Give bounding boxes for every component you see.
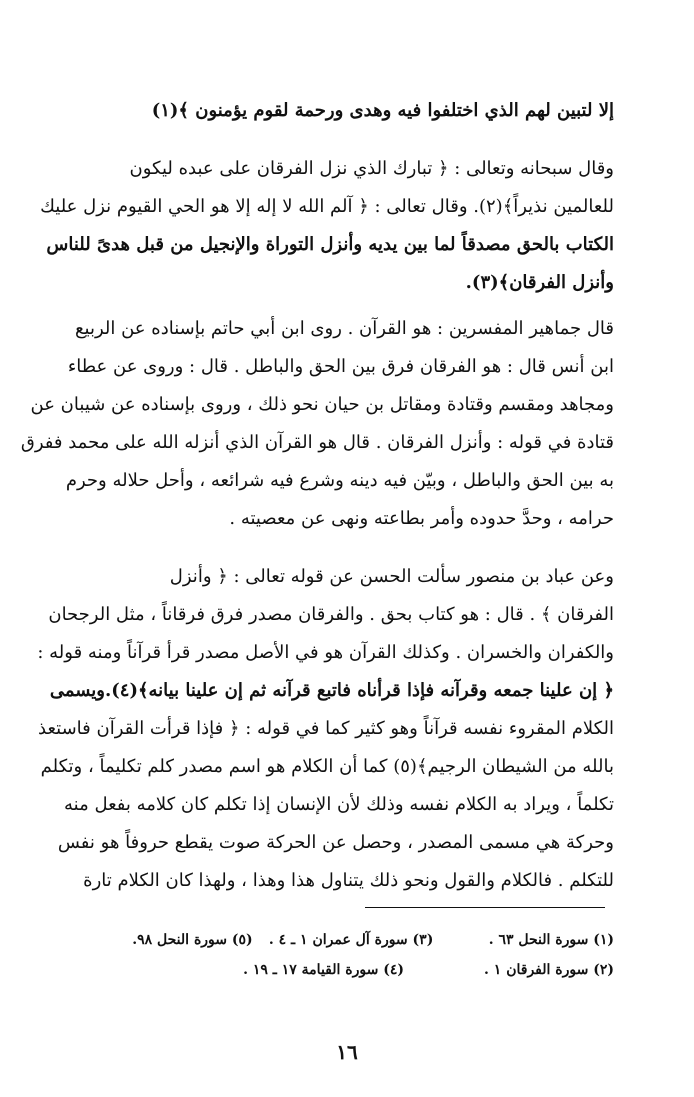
footnote-1: (١) سورة النحل ٦٣ . — [488, 932, 614, 948]
footnote-2: (٢) سورة الفرقان ١ . — [484, 962, 614, 978]
footnote-4: (٤) سورة القيامة ١٧ ـ ١٩ . — [243, 962, 404, 978]
text-line: وقال سبحانه وتعالى : ﴿ تبارك الذي نزل الفرقان على عبده ليكون — [129, 158, 614, 179]
text-line: حرامه ، وحدَّ حدوده وأمر بطاعته ونهى عن معصيته . — [229, 508, 614, 529]
text-line: قال جماهير المفسرين : هو القرآن . روى ابن أبي حاتم بإسناده عن الربيع — [74, 318, 614, 339]
text-line: وحركة هي مسمى المصدر ، وحصل عن الحركة صوت يقطع حروفاً هو نفس — [57, 832, 614, 853]
text-line: قتادة في قوله : وأنزل الفرقان . قال هو القرآن الذي أنزله الله على محمد ففرق — [20, 432, 614, 453]
text-line: وعن عباد بن منصور سألت الحسن عن قوله تعالى : ﴿ وأنزل — [169, 566, 614, 587]
footnote-5: (٥) سورة النحل ٩٨. — [132, 932, 253, 948]
text-line: ﴿ إن علينا جمعه وقرآنه فإذا قرأناه فاتبع قرآنه ثم إن علينا بيانه﴾(٤).ويسمى — [49, 680, 614, 701]
paragraph-mufassirin — [20, 310, 614, 538]
text-line: الكلام المقروء نفسه قرآناً وهو كثير كما في قوله : ﴿ فإذا قرأت القرآن فاستعذ — [38, 718, 614, 739]
text-line: ومجاهد ومقسم وقتادة ومقاتل بن حيان نحو ذلك ، وروى بإسناده عن شيبان عن — [30, 394, 614, 415]
footnote-row — [72, 925, 614, 955]
text-line: والكفران والخسران . وكذلك القرآن هو في الأصل مصدر قرأ قرآناً ومنه قوله : — [37, 642, 614, 663]
footnote-divider — [365, 907, 605, 908]
paragraph-abbad — [37, 558, 614, 900]
text-line: إلا لتبين لهم الذي اختلفوا فيه وهدى ورحمة لقوم يؤمنون ﴾(١) — [151, 100, 614, 121]
footnotes — [72, 925, 614, 985]
paragraph-furqan-verses — [40, 150, 614, 302]
text-line: به بين الحق والباطل ، وبيّن فيه دينه وشرع فيه شرائعه ، وأحل حلاله وحرم — [65, 470, 614, 491]
text-line: الكتاب بالحق مصدقاً لما بين يديه وأنزل التوراة والإنجيل من قبل هدىً للناس — [46, 234, 614, 255]
text-line: للعالمين نذيراً﴾(٢). وقال تعالى : ﴿ آلم الله لا إله إلا هو الحي القيوم نزل عليك — [40, 196, 614, 217]
text-line: الفرقان ﴾ . قال : هو كتاب بحق . والفرقان مصدر فرق فرقاناً ، مثل الرجحان — [48, 604, 614, 625]
footnote-row — [72, 955, 614, 985]
text-line: بالله من الشيطان الرجيم﴾(٥) كما أن الكلام هو اسم مصدر كلم تكليماً ، وتكلم — [40, 756, 614, 777]
text-line: للتكلم . فالكلام والقول ونحو ذلك يتناول هذا وهذا ، ولهذا كان الكلام تارة — [83, 870, 614, 891]
page-number: ١٦ — [336, 1040, 358, 1064]
text-line: تكلماً ، ويراد به الكلام نفسه وذلك لأن الإنسان إذا تكلم كان كلامه بفعل منه — [64, 794, 614, 815]
text-line: وأنزل الفرقان﴾(٣). — [465, 272, 614, 293]
footnote-3: (٣) سورة آل عمران ١ ـ ٤ . — [268, 932, 434, 948]
text-line: ابن أنس قال : هو الفرقان فرق بين الحق والباطل . قال : وروى عن عطاء — [67, 356, 614, 377]
paragraph-verse-end — [72, 92, 614, 130]
